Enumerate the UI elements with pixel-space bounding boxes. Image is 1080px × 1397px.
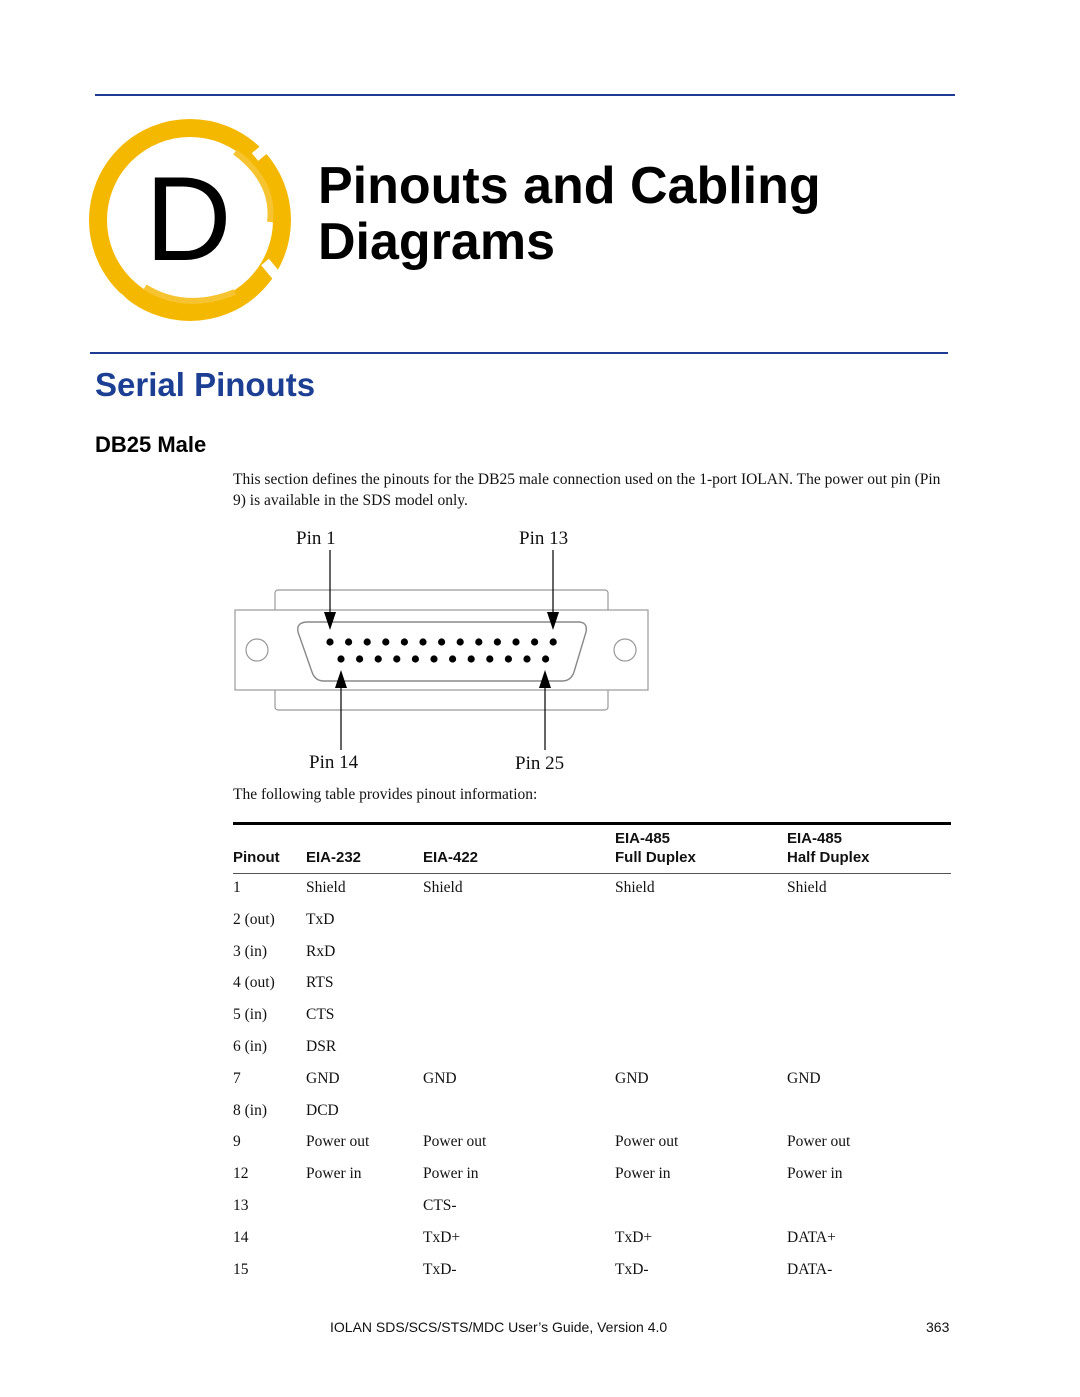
cell-eia232: GND [306, 1069, 340, 1087]
cell-eia485-half: Power in [787, 1165, 843, 1183]
pin13-label: Pin 13 [519, 528, 569, 549]
pin-dot [531, 638, 538, 645]
cell-pinout: 14 [233, 1228, 249, 1246]
table-header-rule [233, 873, 951, 874]
footer-text: IOLAN SDS/SCS/STS/MDC User’s Guide, Version 4.0 [330, 1319, 668, 1335]
cell-eia232: TxD [306, 910, 335, 928]
pin-dot [356, 655, 363, 662]
pin-dot [468, 655, 475, 662]
cell-pinout: 12 [233, 1165, 249, 1183]
cell-pinout: 13 [233, 1197, 249, 1214]
cell-eia232: Power in [306, 1165, 362, 1183]
cell-eia485-full: TxD- [615, 1260, 649, 1278]
header-eia485-full-top: EIA-485 [615, 830, 671, 847]
cell-pinout: 9 [233, 1133, 241, 1151]
cell-pinout: 15 [233, 1260, 249, 1278]
cell-eia422: TxD+ [423, 1228, 461, 1246]
cell-eia232: DCD [306, 1101, 339, 1119]
cell-eia485-half: Shield [787, 879, 827, 896]
cell-eia232: RxD [306, 942, 336, 960]
header-eia485-full-bottom: Full Duplex [615, 849, 696, 866]
pin-dot [401, 638, 408, 645]
chapter-title-line1: Pinouts and Cabling [318, 157, 821, 215]
chapter-title-line2: Diagrams [318, 213, 555, 271]
pin-dot [475, 638, 482, 645]
table-top-rule [233, 822, 951, 825]
pin-dot [486, 655, 493, 662]
header-eia485-half-bottom: Half Duplex [787, 849, 870, 866]
header-pinout: Pinout [233, 849, 280, 866]
cell-eia422: TxD- [423, 1260, 457, 1278]
pin-dot [505, 655, 512, 662]
pin-dot [382, 638, 389, 645]
cell-eia485-half: Power out [787, 1133, 851, 1151]
cell-pinout: 1 [233, 879, 241, 896]
pin-dot [512, 638, 519, 645]
cell-pinout: 8 (in) [233, 1101, 268, 1119]
db25-connector-diagram [230, 550, 655, 755]
pin-dot [337, 655, 344, 662]
page-number: 363 [926, 1319, 950, 1335]
cell-eia485-full: Power in [615, 1165, 671, 1183]
cell-eia485-full: Power out [615, 1133, 679, 1151]
section-title: Serial Pinouts [95, 366, 316, 403]
section-rule [90, 352, 948, 354]
cell-eia422: Power in [423, 1165, 479, 1183]
pin-dot [438, 638, 445, 645]
cell-eia485-full: GND [615, 1069, 649, 1087]
cell-pinout: 3 (in) [233, 942, 268, 960]
pin-dot [345, 638, 352, 645]
chapter-title [318, 158, 1018, 270]
pin-dot [457, 638, 464, 645]
cell-eia485-half: GND [787, 1069, 821, 1087]
header-eia422: EIA-422 [423, 849, 479, 866]
pin-dot [494, 638, 501, 645]
pin-dot [375, 655, 382, 662]
chapter-letter-logo [85, 112, 305, 327]
cell-eia422: CTS- [423, 1197, 457, 1214]
cell-eia232: RTS [306, 974, 334, 992]
header-eia232: EIA-232 [306, 849, 362, 866]
intro-paragraph: This section defines the pinouts for the DB25 male connection used on the 1-port IOLAN. The power out pin (Pin 9) is available in the SDS model only. [233, 471, 941, 509]
pin-dot [523, 655, 530, 662]
cell-eia422: Power out [423, 1133, 487, 1151]
cell-eia485-half: DATA+ [787, 1228, 836, 1246]
cell-eia422: Shield [423, 879, 463, 896]
pin14-label: Pin 14 [309, 752, 359, 773]
cell-pinout: 5 (in) [233, 1006, 268, 1024]
pin-dot [326, 638, 333, 645]
pin-dot [542, 655, 549, 662]
cell-eia232: CTS [306, 1006, 335, 1024]
top-rule [95, 94, 955, 96]
pin25-label: Pin 25 [515, 753, 565, 774]
subsection-title: DB25 Male [95, 432, 207, 457]
pin-dot [393, 655, 400, 662]
cell-pinout: 6 (in) [233, 1038, 268, 1055]
cell-eia485-full: Shield [615, 879, 655, 896]
cell-eia232: Shield [306, 879, 346, 896]
pin-dot [430, 655, 437, 662]
cell-eia232: Power out [306, 1133, 370, 1151]
chapter-letter: D [145, 152, 232, 286]
pin1-label: Pin 1 [296, 528, 336, 549]
cell-eia232: DSR [306, 1038, 337, 1055]
pin-dot [550, 638, 557, 645]
table-intro: The following table provides pinout information: [233, 786, 538, 803]
pin-dot [364, 638, 371, 645]
cell-eia485-half: DATA- [787, 1260, 833, 1278]
cell-pinout: 2 (out) [233, 910, 275, 928]
cell-eia485-full: TxD+ [615, 1228, 653, 1246]
pin-dot [419, 638, 426, 645]
pin-dot [412, 655, 419, 662]
pin-dot [449, 655, 456, 662]
header-eia485-half-top: EIA-485 [787, 830, 843, 847]
cell-eia422: GND [423, 1069, 457, 1087]
cell-pinout: 7 [233, 1069, 241, 1087]
cell-pinout: 4 (out) [233, 974, 275, 992]
